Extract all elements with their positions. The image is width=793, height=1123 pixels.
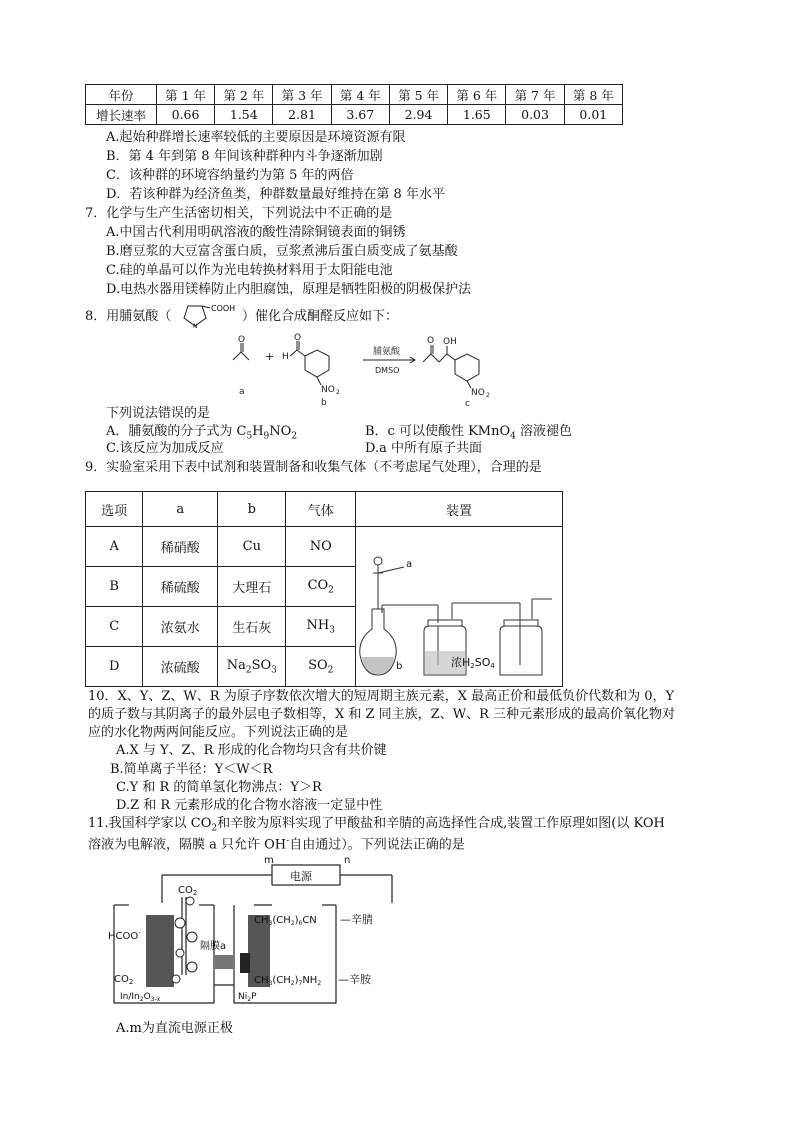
table-cell: 增长速率 [86,105,157,125]
table-cell: $SO_2$ [286,647,356,687]
table-header-cell: 第 5 年 [389,85,447,105]
table-header-cell: 第 4 年 [331,85,389,105]
q9-reagent-table [85,491,563,687]
table-cell: $NH_3$ [286,607,356,647]
table-cell: 3.67 [331,105,389,125]
table-header-cell: 年份 [86,85,157,105]
q7-option-c: C.硅的单晶可以作为光电转换材料用于太阳能电池 [106,263,393,278]
table-header-cell: a [143,492,218,527]
table-cell: 2.94 [389,105,447,125]
solvent-label: DMSO [375,366,400,375]
table-cell: 大理石 [218,567,286,607]
table-row [86,527,563,567]
terminal-m: m [264,855,274,866]
table-cell: 1.65 [448,105,506,125]
compound-c [423,336,490,408]
q6-option-c: C．该种群的环境容纳量约为第 5 年的两倍 [106,168,354,183]
q10-stem-line-1: 10．X、Y、Z、W、R 为原子序数依次增大的短周期主族元素，X 最高正价和最低负价代数和为 0，Y [88,689,675,704]
table-cell: B [86,567,143,607]
compound-c-no2: NO [471,388,485,398]
proline-structure [180,300,242,330]
table-header-cell: b [218,492,286,527]
q6-option-b: B．第 4 年到第 8 年间该种群种内斗争逐渐加剧 [106,149,383,164]
q7-option-a: A.中国古代利用明矾溶液的酸性清除铜镜表面的铜锈 [106,225,406,240]
table-cell: 稀硝酸 [143,527,218,567]
table-cell: A [86,527,143,567]
compound-a-label: a [239,387,245,397]
q10-option-b: B.简单离子半径：Y＜W＜R [110,762,273,777]
amine-formula: $CH_3(CH_2)_7NH_2$ [254,975,322,987]
co2-top-label: $CO_2$ [178,885,198,897]
electrolysis-diagram [104,855,524,1015]
compound-b-label: b [321,398,327,408]
q11-stem-line-1: 11.我国科学家以 $CO_2$和辛胺为原料实现了甲酸盐和辛腈的高选择性合成,装置工作原理如图(以 KOH [88,816,665,834]
compound-c-oxygen: O [427,336,435,346]
q8-option-a: A．脯氨酸的分子式为 $C_5H_9NO_2$ [106,424,298,442]
q8-stem-prefix: 8．用脯氨酸（ [85,309,172,324]
compound-b-no2: NO [321,385,335,395]
table-header-cell: 第 2 年 [215,85,273,105]
q10-stem-line-2: 的质子数与其阴离子的最外层电子数相等，X 和 Z 同主族，Z、W、R 三种元素形成的最高价氧化物对 [88,707,676,722]
compound-c-label: c [465,399,470,408]
nitrile-formula: $CH_3(CH_2)_6CN$ [254,915,317,927]
table-cell: 0.01 [564,105,622,125]
plus-sign: + [265,350,275,363]
table-cell: 0.66 [156,105,214,125]
q8-option-d: D.a 中所有原子共面 [365,441,482,456]
left-electrode [146,915,174,987]
compound-b-h: H [282,352,289,362]
table-header-cell: 气体 [286,492,356,527]
q9-stem: 9．实验室采用下表中试剂和装置制备和收集气体（不考虑尾气处理），合理的是 [85,460,542,475]
table-cell: 0.03 [506,105,564,125]
q8-stem-suffix: ）催化合成酮醛反应如下： [242,309,399,324]
in-electrode-label: $In/In_2O_{3-x}$ [120,992,161,1003]
table-header-cell: 装置 [356,492,563,527]
table-row [86,105,623,125]
nitrile-name: —辛腈 [340,913,373,926]
table-cell: 生石灰 [218,607,286,647]
apparatus-label-b: b [396,661,403,672]
table-cell: 浓氨水 [143,607,218,647]
table-cell: Cu [218,527,286,567]
apparatus-label-a: a [406,559,413,570]
table-cell: C [86,607,143,647]
table-header-cell: 第 7 年 [506,85,564,105]
q6-option-a: A.起始种群增长速率较低的主要原因是环境资源有限 [106,130,406,145]
amine-name: —辛胺 [338,973,371,986]
q11-option-a: A.m为直流电源正极 [116,1021,233,1036]
table-header-cell: 选项 [86,492,143,527]
table-header-cell: 第 1 年 [156,85,214,105]
q8-option-b: B．c 可以使酸性 KMnO$_4$ 溶液褪色 [365,424,573,442]
reaction-arrow [363,345,415,375]
table-row [86,85,623,105]
q10-option-d: D.Z 和 R 元素形成的化合物水溶液一定显中性 [116,798,383,813]
catalyst-label: 脯氨酸 [373,347,401,357]
compound-c-oh: OH [443,337,457,347]
q7-option-b: B.磨豆浆的大豆富含蛋白质，豆浆煮沸后蛋白质变成了氨基酸 [106,244,458,259]
power-source-label: 电源 [290,870,312,883]
compound-b-oxygen: O [294,333,302,343]
q11-stem-line-2: 溶液为电解液，隔膜 a 只允许 OH-自由通过）。下列说法正确的是 [88,836,465,853]
compound-b [282,333,340,408]
q7-option-d: D.电热水器用镁棒防止内胆腐蚀，原理是牺牲阳极的阴极保护法 [106,282,472,297]
terminal-n: n [344,855,351,866]
hcoo-label: HCOO- [108,929,141,942]
compound-b-no2-sub: 2 [336,389,340,396]
q10-stem-line-3: 应的水化物两两间能反应。下列说法正确的是 [88,725,349,740]
table-cell: 浓硫酸 [143,647,218,687]
table-header-cell: 第 8 年 [564,85,622,105]
table-cell: 2.81 [273,105,331,125]
apparatus-acid-label: 浓H2SO4 [451,656,495,670]
table-cell: $CO_2$ [286,567,356,607]
q7-stem: 7．化学与生产生活密切相关，下列说法中不正确的是 [85,206,393,221]
q8-reaction-scheme [225,330,585,408]
membrane-label: 隔膜a [200,941,227,952]
compound-a [233,335,249,397]
ni-electrode-label: $Ni_2P$ [238,992,257,1003]
table-cell: D [86,647,143,687]
q8-option-c: C.该反应为加成反应 [106,441,224,456]
apparatus-diagram [356,527,562,682]
proline-n-label: N [193,323,198,330]
table-cell: 稀硫酸 [143,567,218,607]
table-cell: NO [286,527,356,567]
compound-a-oxygen: O [238,335,246,345]
q8-ask: 下列说法错误的是 [106,406,211,421]
compound-c-no2-sub: 2 [486,392,490,399]
apparatus-cell [356,527,563,687]
q10-option-a: A.X 与 Y、Z、R 形成的化合物均只含有共价键 [116,743,387,758]
table-cell: 1.54 [215,105,273,125]
table-cell: $Na_2SO_3$ [218,647,286,687]
table-header-cell: 第 3 年 [273,85,331,105]
table-header-cell: 第 6 年 [448,85,506,105]
q6-option-d: D．若该种群为经济鱼类，种群数量最好维持在第 8 年水平 [106,187,445,202]
growth-rate-table [85,84,623,125]
q10-option-c: C.Y 和 R 的简单氢化物沸点：Y＞R [116,780,322,795]
table-row [86,492,563,527]
co2-left-label: $CO_2$ [114,974,134,986]
proline-cooh-label: COOH [211,304,236,313]
